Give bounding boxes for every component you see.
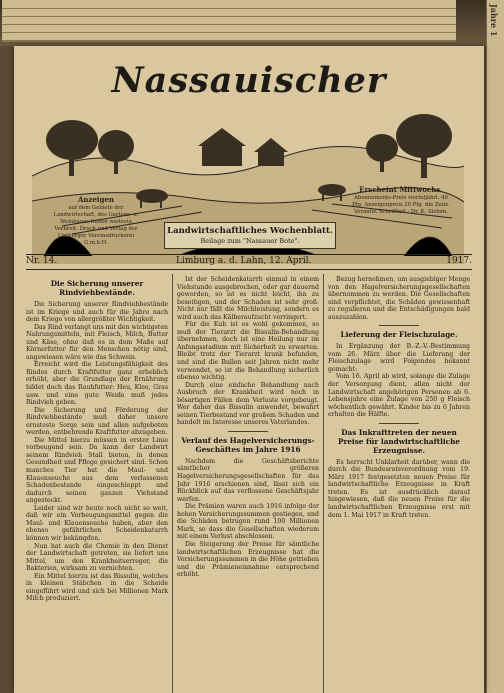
article-heading: Lieferung der Fleischzulage. <box>340 330 458 340</box>
advertising-notice <box>50 196 142 247</box>
paragraph: Für die Kuh ist es wohl gekommen, so muß der Tierarzt die Bissulin-Behandlung übernehmen, doch ist eine Heilung nur im Anfangsstadium mit Sicherheit zu erwarten. Bleibt trotz der Tierarzt krank befunden, und sind die Bullen seit Jahren nicht mehr verwendet, so ist die Behandlung sicherlich ebenso wichtig. <box>177 321 319 382</box>
paragraph: Die Mittel hierzu müssen in erster Linie vorbeugend sein. Da kann der Landwirt seinem Rindvieh Stall bieten, in denen Gesundheit und Pflege gesichert sind. Schon manches Tier hat die Maul- und Klauenseuche aus dem verlassenen Schadenbestande eingeschleppt und dadurch seinen ganzen Viehstand angesteckt. <box>26 436 168 505</box>
section-rule <box>379 423 419 424</box>
masthead-subtitle-box <box>164 222 336 249</box>
paragraph: Bezug hernehmen, um ausgiebiger Menge von den Hagelversicherungsgesellschaften übernommen zu werden. Die Gesellschaften sind verpflichtet, die Schäden gewissenhaft zu regulieren und die Entschädigungen bald auszuzahlen. <box>328 276 470 321</box>
paragraph: Ein Mittel hierzu ist das Bissulin, welches in kleinen Stäbchen in die Scheide eingeführt wird und sich bei Millionen Mark Milch produziert. <box>26 572 168 603</box>
article-heading: Das Inkrafttreten der neuen Preise für landwirtschaftliche Erzeugnisse. <box>337 427 461 455</box>
paragraph: Die Sicherung unserer Rindviehbestände ist im Kriege und auch für die Jahre nach dem Kriege von allergrößter Wichtigkeit. <box>26 301 168 324</box>
advertising-heading: Anzeigen <box>77 195 115 204</box>
masthead-supplement: Beilage zum "Nassauer Bote". <box>200 237 300 245</box>
place-date: Limburg a. d. Lahn, 12. April. <box>176 256 312 266</box>
masthead-subtitle: Landwirtschaftliches Wochenblatt. <box>167 226 333 236</box>
paragraph: Erreicht wird die Leistungsfähigkeit des Rindes durch Kraftfutter ganz erheblich erhöht, aber die Grundlage der Ernährung bildet doch das Rauhfutter: Heu, Klee, Gras usw. und eine gute Weide muß jedes Rindvieh geben. <box>26 361 168 407</box>
previous-page-edge <box>2 0 456 42</box>
issue-year: 1917. <box>446 256 472 266</box>
paragraph: Die Prämien waren auch 1916 infolge der hohen Versicherungssummen gestiegen, und die Schäden betrugen rund 100 Millionen Mark, so dass die Gesellschaften wiederum mit einem Verlust abschlossen. <box>177 503 319 541</box>
dateline <box>26 254 472 270</box>
paragraph: Die Steigerung der Preise für sämtliche landwirtschaftlichen Erzeugnisse hat die Versicherungssummen in die Höhe getrieben und die Prämieneinnahme entsprechend erhöht. <box>177 540 319 579</box>
paragraph: In Ergänzung der B.-Z.-V.-Bestimmung vom 26. März über die Lieferung der Fleischzulage wird Folgendes bekannt gemacht: <box>328 343 470 373</box>
paragraph: Nun hat auch die Chemie in den Dienst der Landwirtschaft getreten, sie liefert uns Mittel, um den Krankheitserreger, die Bakterien, wirksam zu vernichten. <box>26 542 168 573</box>
paragraph: Vom 16. April ab wird, solange die Zulage der Versorgung dient, allen nicht der Landwirtschaft angehörigen Personen ab 6. Lebensjahre eine Zulage von 250 g Fleisch wöchentlich gewährt. Kinder bis zu 6 Jahren erhalten die Hälfte. <box>328 373 470 419</box>
paragraph: Durch eine einfache Behandlung nach Ausbruch der Krankheit wird noch in bösartigen Fällen dem Verluste vorgebeugt. Wer daher das Bissulin anwendet, bewahrt seinen Tierbestand vor großem Schaden und handelt im Interesse unseres Vaterlandes. <box>177 381 319 427</box>
publication-notice <box>352 186 450 216</box>
issue-number: Nr. 14. <box>26 256 58 266</box>
paragraph: Die Sicherung und Förderung der Rindviehbestände muß daher unsere ernsteste Sorge sein und allen aufgeboten werden, entbehrende Kraftfutter abzugeben. <box>26 406 168 437</box>
adjacent-page-edge <box>486 0 504 693</box>
column-2 <box>177 276 319 693</box>
section-rule <box>379 325 419 326</box>
masthead-title: Nassauischer <box>111 60 387 101</box>
paragraph: Ist der Scheidenkatarrh einmal in einem Viehstande ausgebrochen, oder gar dauernd geworden, so ist es nicht leicht, ihn zu beseitigen, und der Schaden ist sehr groß. Nicht nur fällt die Milchleistung, sondern es wird auch das Kälberaufzucht verringert. <box>177 276 319 321</box>
section-rule <box>228 431 268 432</box>
publication-heading: Erscheint Mittwochs. <box>359 185 443 194</box>
newspaper-page <box>14 46 484 693</box>
column-1 <box>26 276 168 693</box>
column-divider <box>323 274 324 693</box>
article-heading: Die Sicherung unserer Rindviehbestände. <box>50 279 144 297</box>
advertising-text: auf dem Gebiete der Landwirtschaft, des Gartens- u. Weinbaues finden weiteste Verbreit. Druck und Verlag der Limburger Vereinsdruckerei G.m.b.H. <box>53 205 139 246</box>
publication-text: Abonnements-Preis vierteljährl. 40 Pfg. Anzeigenpreis 20 Pfg. die Zeile. Verantw. Schriftleit.: Dr. K. Sieben. <box>352 195 450 215</box>
article-heading: Verlauf des Hagelversicherungs-Geschäftes im Jahre 1916 <box>181 435 315 454</box>
paragraph: Es herrscht Unklarheit darüber, wann die durch die Bundesratsverordnung vom 19. März 1917 festgesetzten neuen Preise für landwirtschaftliche Erzeugnisse in Kraft treten. Es ist ausdrücklich darauf hingewiesen, daß die neuen Preise für die landwirtschaftlichen Erzeugnisse erst mit dem 1. Mai 1917 in Kraft treten. <box>328 458 470 519</box>
paragraph: Leider sind wir heute noch nicht so weit, daß wir ein Vorbeugungsmittel gegen die Maul- und Klauenseuche haben, aber den ebenso gefährlichen Scheidenkatarrh können wir bekämpfen. <box>26 504 168 542</box>
column-3 <box>328 276 470 693</box>
adjacent-page-text: Jahre 1 <box>489 4 499 37</box>
column-divider <box>172 274 173 693</box>
paragraph: Das Rind verlangt uns mit den wichtigsten Nahrungsmitteln, mit Fleisch, Milch, Butter und Käse, ohne daß es in dem Maße auf Körnerfutter für den Menschen nötig sind, angewiesen wäre wie das Schwein. <box>26 323 168 361</box>
paragraph: Nachdem die Geschäftsberichte sämtlicher größeren Hagelversicherungsgesellschaften für das Jahr 1916 erschienen sind, lässt sich ein Rückblick auf das verflossene Geschäftsjahr werfen. <box>177 457 319 503</box>
